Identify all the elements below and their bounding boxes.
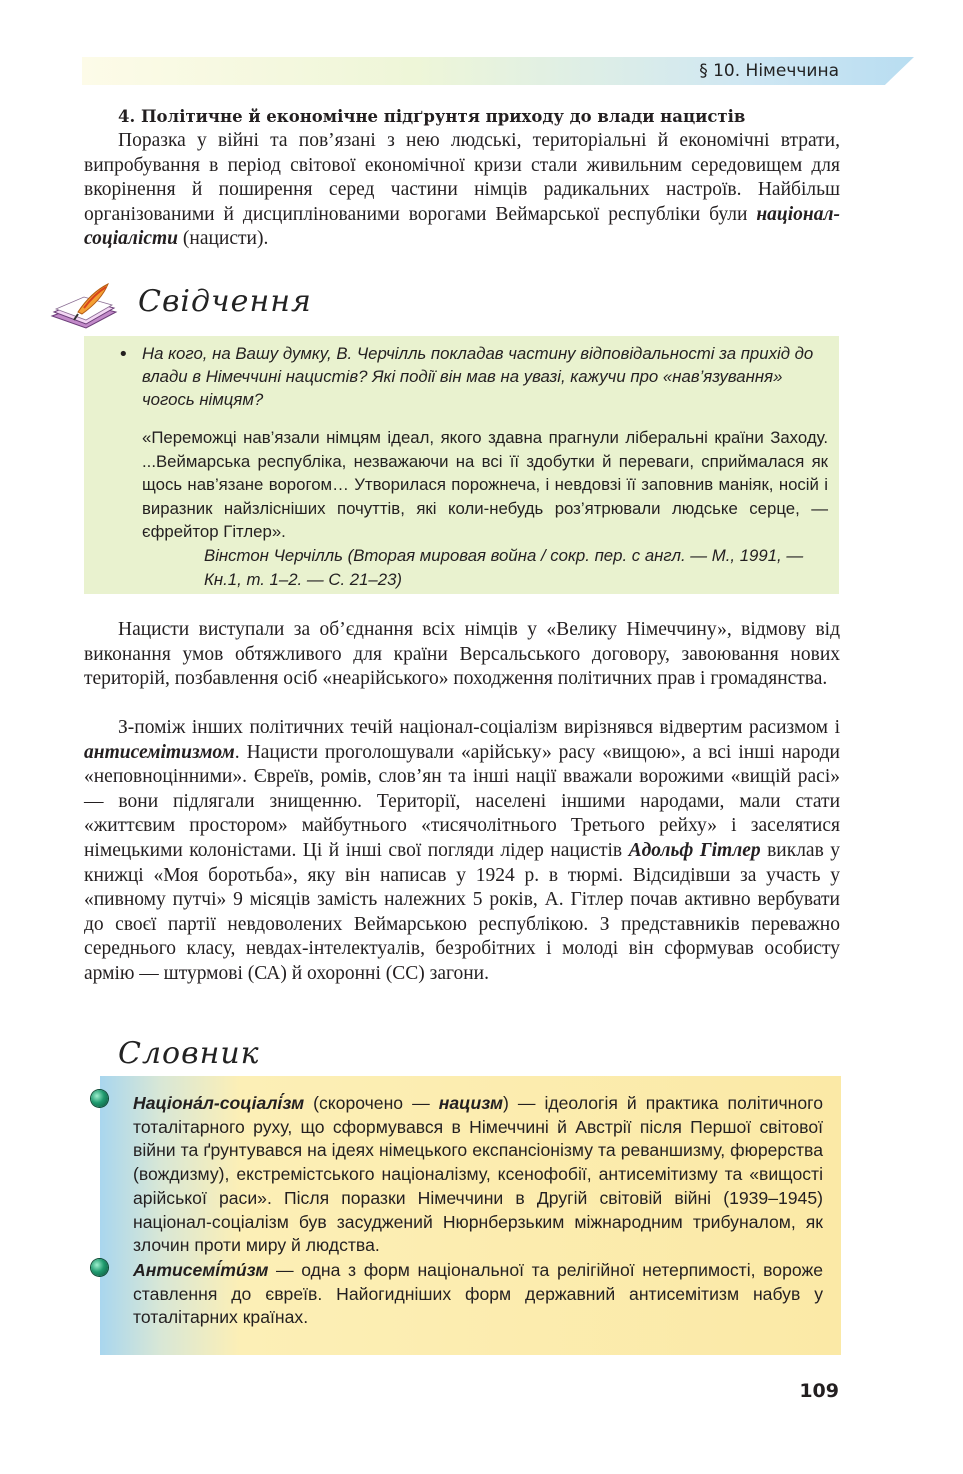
witness-question: На кого, на Вашу думку, В. Черчілль покладав частину відповідальності за прихід до влади в Німеччині нацистів? Які події він мав на увазі, кажучи про «нав’язування» чогось німцям? xyxy=(142,344,814,409)
glossary-bullet-icon xyxy=(91,1259,108,1276)
witness-bullet: • xyxy=(118,344,129,365)
term-antisemitism: антисемітизмом xyxy=(84,741,235,763)
page-number: 109 xyxy=(799,1380,839,1402)
witness-source: Вінстон Черчілль (Вторая мировая война / сокр. пер. с англ. — М., 1991, — Кн.1, т. 1–2. — С. 21–23) xyxy=(204,546,804,589)
paragraph-nazi-goals: Нацисти виступали за об’єднання всіх німців у «Велику Німеччину», відмову від виконання умов обтяжливого для країни Версальського договору, завоювання нових територій, позбавлення осіб «неарійського» походження політичних прав і громадянства. xyxy=(84,619,840,690)
paragraph-intro: Поразка у війні та пов’язані з нею людські, територіальні й економічні втрати, випробування в період світової економічної кризи стали живильним середовищем для вкорінення й поширення серед частини німців радикальних настроїв. Найбільш організованими й дисциплінованими ворогами Веймарської республіки були націонал-соціалісти (нацисти). xyxy=(84,130,840,250)
glossary-entry-national-socialism: Націона́л-соціалі́зм (скорочено — нацизм) — ідеологія й практика політичного тоталітарного руху, що сформувався в Німеччині й Австрії після Першої світової війни та ґрунтувався на ідеях німецького експансіонізму та реваншизму, фюрерства (вождизму), екстремістського націоналізму, ксенофобії, антисемітизму та «вищості арійської раси». Після поразки Німеччини в Другій світовій війні (1939–1945) націонал-соціалізм був засуджений Нюрнберзьким міжнародним трибуналом, як злочин проти миру й людства. xyxy=(133,1093,823,1256)
term-adolf-hitler: Адольф Гітлер xyxy=(628,839,761,861)
paragraph-racism: З-поміж інших політичних течій націонал-соціалізм вирізнявся відвертим расизмом і антисемітизмом. Нацисти проголошували «арійську» расу «вищою», а всі інші народи «неповноцінними». Євреїв, ромів, слов’ян та інші нації вважали ворожими «вищій расі» — вони підлягали знищенню. Території, населені іншими народами, мали стати «життєвим простором» майбутнього «тисячолітнього Третього рейху» і заселятися німецькими колоністами. Ці й інші свої погляди лідер нацистів Адольф Гітлер виклав у книжці «Моя боротьба», яку він написав у 1924 р. в тюрмі. Відсидівши за участь у «пивному путчі» 9 місяців замість належних 5 років, А. Гітлер почав активно вербувати до своєї партії невдоволених Веймарською республікою. З представників переважно середнього класу, невдах-інтелектуалів, безробітних і молоді він сформував особисту армію — штурмові (СА) й охоронні (СС) загони. xyxy=(84,717,840,984)
book-quill-icon xyxy=(50,282,122,340)
witness-title: Свідчення xyxy=(138,284,312,319)
running-header: § 10. Німеччина xyxy=(699,61,839,81)
witness-box xyxy=(84,336,839,594)
section-heading: 4. Політичне й економічне підґрунтя приходу до влади нацистів xyxy=(118,107,746,126)
glossary-title: Словник xyxy=(118,1036,260,1071)
witness-header xyxy=(50,280,350,340)
glossary-entry-antisemitism: Антисемі́ти́зм — одна з форм національної та релігійної нетерпимості, вороже ставлення до євреїв. Найогидніших форм державний антисемітизм набув у тоталітарних країнах. xyxy=(133,1260,823,1328)
term-national-socialists: націонал-соціалісти xyxy=(84,203,840,250)
witness-quote: «Переможці нав’язали німцям ідеал, якого здавна прагнули ліберальні країни Заходу. ...Веймарська республіка, незважаючи на всі її здобутки й переваги, сприймалася як щось нав’язане ворогом… Утворилася порожнеча, і невдовзі її заповнив маніяк, носій і виразник найзлісніших почуттів, які коли-небудь роз’ятрювали людське серце, — єфрейтор Гітлер». xyxy=(142,428,828,541)
glossary-bullet-icon xyxy=(91,1090,108,1107)
